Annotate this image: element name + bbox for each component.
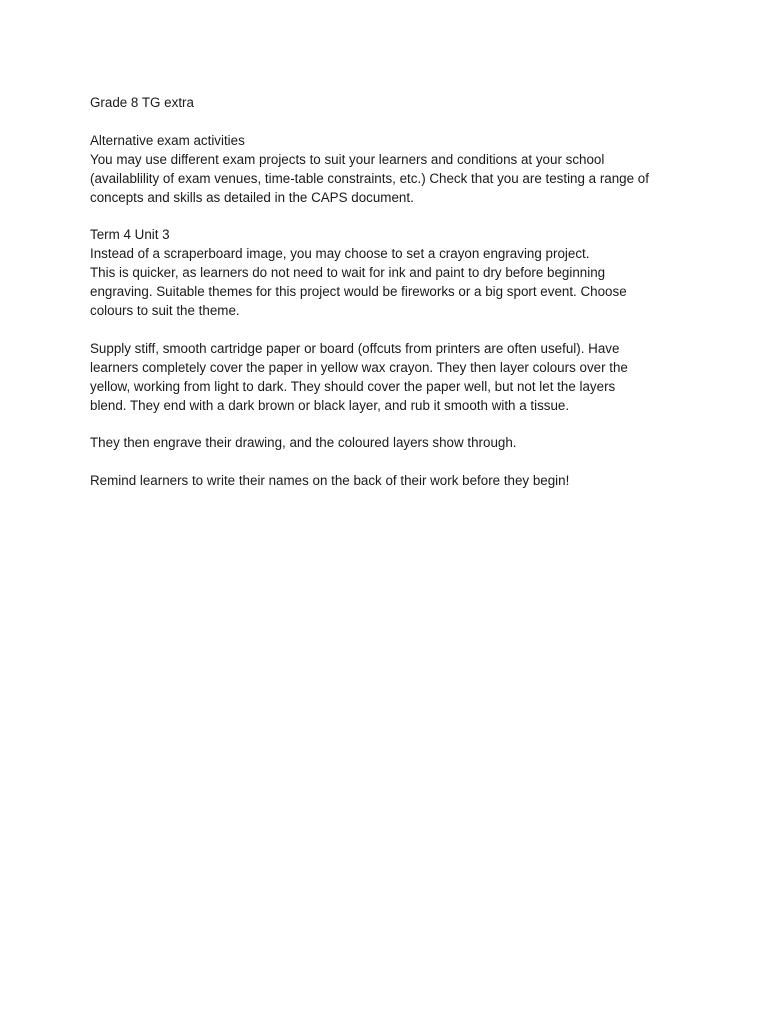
document-body — [90, 93, 680, 508]
document-title: Grade 8 TG extra — [90, 95, 194, 110]
engrave-paragraph — [90, 433, 680, 452]
text-line: Instead of a scraperboard image, you may choose to set a crayon engraving project. — [90, 246, 590, 261]
term-unit-section — [90, 225, 680, 320]
text-line: concepts and skills as detailed in the CAPS document. — [90, 189, 414, 205]
text-line: Remind learners to write their names on the back of their work before they begin! — [90, 472, 570, 488]
text-line: (availablility of exam venues, time-table constraints, etc.) Check that you are testing a range of — [90, 170, 649, 186]
text-line: engraving. Suitable themes for this project would be fireworks or a big sport event. Choose — [90, 284, 627, 299]
document-title-paragraph — [90, 93, 680, 112]
text-line: This is quicker, as learners do not need to wait for ink and paint to dry before beginning — [90, 265, 606, 280]
text-line: colours to suit the theme. — [90, 303, 240, 318]
text-line: Supply stiff, smooth cartridge paper or board (offcuts from printers are often useful). Have — [90, 340, 620, 356]
section-heading: Alternative exam activities — [90, 132, 245, 148]
reminder-paragraph — [90, 471, 680, 490]
section-heading: Term 4 Unit 3 — [90, 227, 170, 242]
text-line: They then engrave their drawing, and the coloured layers show through. — [90, 435, 517, 450]
text-line: blend. They end with a dark brown or black layer, and rub it smooth with a tissue. — [90, 397, 570, 413]
text-line: learners completely cover the paper in yellow wax crayon. They then layer colours over the — [90, 359, 628, 375]
text-line: yellow, working from light to dark. They should cover the paper well, but not let the layers — [90, 378, 616, 394]
alternative-exam-section — [90, 131, 680, 207]
supply-paragraph — [90, 339, 680, 415]
text-line: You may use different exam projects to suit your learners and conditions at your school — [90, 151, 605, 167]
